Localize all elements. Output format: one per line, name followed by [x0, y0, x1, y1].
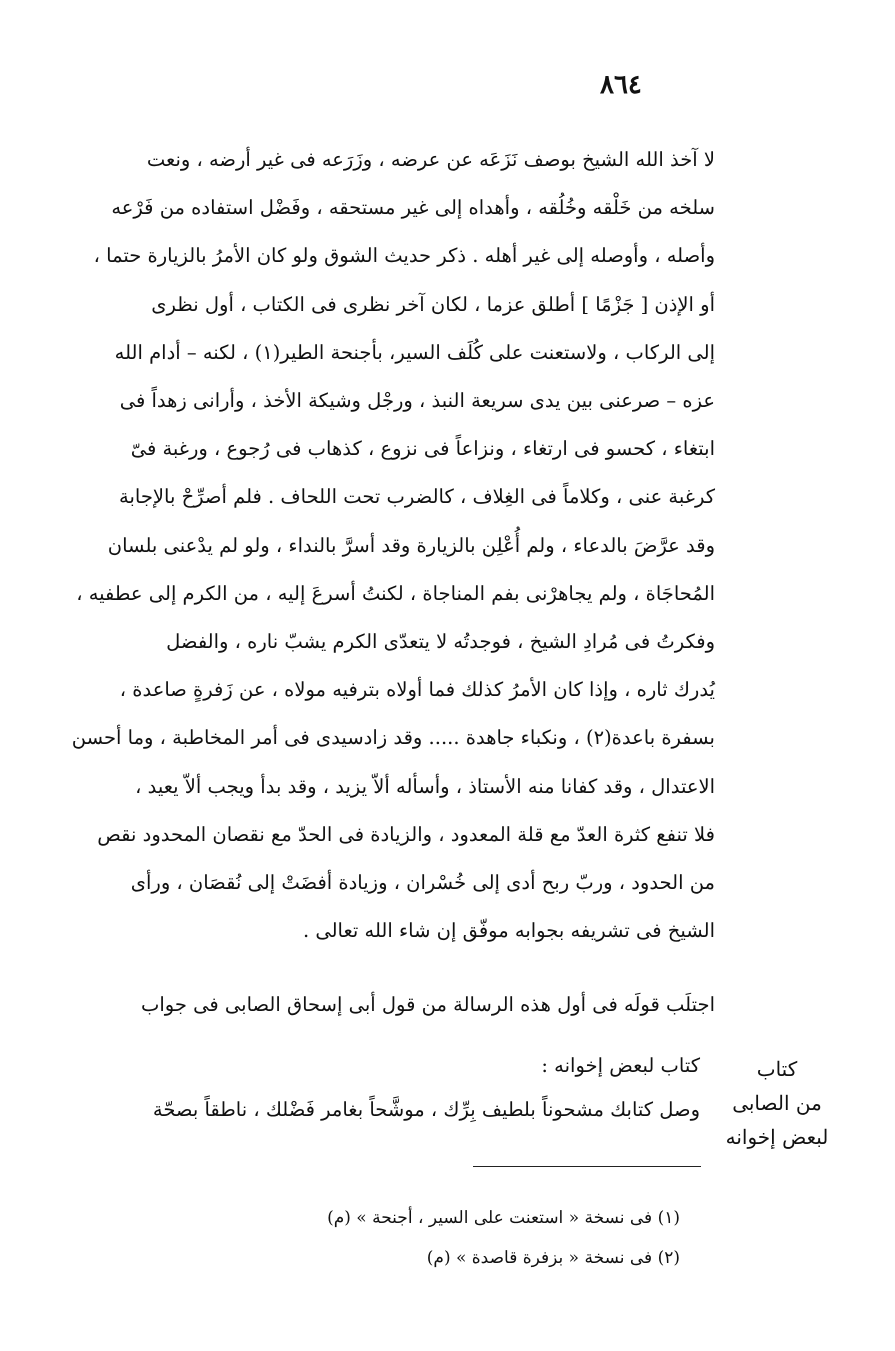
body-line: فلا تنفع كثرة العدّ مع قلة المعدود ، والزيادة فى الحدّ مع نقصان المحدود نقص: [97, 822, 715, 846]
letter-first-line: وصل كتابك مشحوناً بلطيف بِرِّك ، موشَّحاً بغامر فَضْلك ، ناطقاً بصحّة: [152, 1098, 700, 1121]
body-line: كرغبة عنى ، وكلاماً فى الغِلاف ، كالضرب تحت اللحاف . فلم أصرِّحْ بالإجابة: [119, 485, 715, 509]
body-line: إلى الركاب ، ولاستعنت على كُلَف السير، بأجنحة الطير(١) ، لكنه – أدام الله: [114, 340, 715, 364]
body-line: بسفرة باعدة(٢) ، ونكباء جاهدة ..... وقد زادسيدى فى أمر المخاطبة ، وما أحسن: [71, 726, 715, 750]
footnote-separator: [473, 1166, 701, 1167]
margin-note-line: لبعض إخوانه: [725, 1125, 829, 1149]
footnote: (١) فى نسخة « استعنت على السير ، أجنحة » (م): [327, 1208, 680, 1228]
margin-note-line: كتاب: [756, 1057, 798, 1081]
margin-note-line: من الصابى: [732, 1091, 822, 1115]
body-line: الاعتدال ، وقد كفانا منه الأستاذ ، وأسأله ألاّ يزيد ، وقد بدأ ويجب ألاّ يعيد ،: [135, 774, 715, 798]
body-line: الشيخ فى تشريفه بجوابه موفّق إن شاء الله تعالى .: [302, 919, 715, 943]
letter-heading: كتاب لبعض إخوانه :: [541, 1054, 700, 1077]
body-line: ابتغاء ، كحسو فى ارتغاء ، ونزاعاً فى نزوع ، كذهاب فى رُجوع ، ورغبة فىّ: [130, 437, 715, 461]
body-line: المُحاجَاة ، ولم يجاهرْنى بفم المناجاة ، لكنتُ أسرعَ إليه ، من الكرم إلى عطفيه ،: [76, 581, 715, 605]
body-line: من الحدود ، وربّ ربح أدى إلى خُسْران ، وزيادة أفضَتْ إلى نُقصَان ، ورأى: [130, 871, 715, 895]
body-line: عزه – صرعنى بين يدى سريعة النبذ ، ورجْل وشيكة الأخذ ، وأرانى زهداً فى: [119, 389, 715, 413]
body-line: سلخه من خَلْقه وخُلُقه ، وأهداه إلى غير مستحقه ، وفَضْل استفاده من فَرْعه: [111, 196, 715, 220]
margin-note: [718, 1052, 836, 1154]
footnotes: [260, 1198, 680, 1278]
body-line: وقد عرَّضَ بالدعاء ، ولم أُعْلِن بالزيارة وقد أسرَّ بالنداء ، ولو لم يدْعنى بلسان: [107, 533, 715, 557]
page-number: ٨٦٤: [600, 70, 642, 100]
commentary-paragraph: اجتلَب قولَه فى أول هذه الرسالة من قول أبى إسحاق الصابى فى جواب: [141, 993, 715, 1016]
body-line: يُدرك ثاره ، وإذا كان الأمرُ كذلك فما أولاه بترفيه مولاه ، عن زَفرةٍ صاعدة ،: [119, 678, 715, 702]
body-line: وفكرتُ فى مُرادِ الشيخ ، فوجدتُه لا يتعدّى الكرم يشبّ ناره ، والفضل: [166, 630, 715, 654]
main-paragraph: [60, 136, 715, 955]
footnote: (٢) فى نسخة « بزفرة قاصدة » (م): [426, 1248, 680, 1268]
body-line: أو الإذن [ جَزْمًا ] أطلق عزما ، لكان آخر نظرى فى الكتاب ، أول نظرى: [151, 292, 715, 316]
body-line: لا آخذ الله الشيخ بوصف نَزَعَه عن عرضه ، وزَرَعه فى غير أرضه ، ونعت: [146, 148, 715, 171]
body-line: وأصله ، وأوصله إلى غير أهله . ذكر حديث الشوق ولو كان الأمرُ بالزيارة حتما ،: [93, 244, 715, 268]
